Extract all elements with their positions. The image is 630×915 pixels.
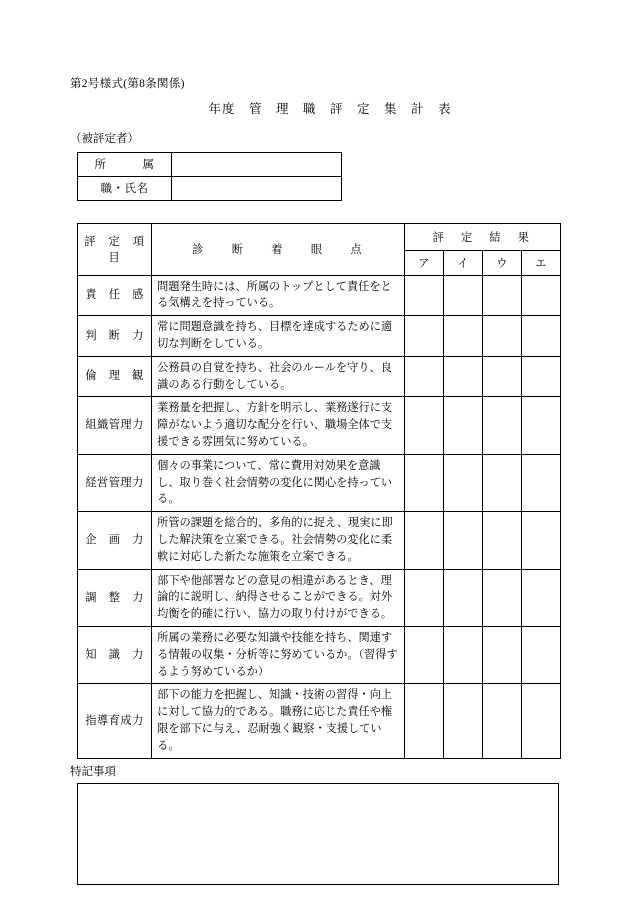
- row-criteria-responsibility: 問題発生時には、所属のトップとして責任をとる気構えを持っている。: [152, 275, 405, 316]
- notes-box[interactable]: [77, 783, 559, 885]
- table-row: [78, 626, 561, 683]
- row-mark-a[interactable]: [404, 397, 443, 454]
- spacer: [70, 201, 560, 223]
- row-mark-u[interactable]: [482, 454, 521, 511]
- row-mark-e[interactable]: [521, 684, 560, 758]
- form-number: 第2号様式(第8条関係): [70, 78, 185, 90]
- row-item-business-management: 経営管理力: [78, 454, 152, 511]
- header-rank-i: イ: [443, 250, 482, 275]
- row-criteria-ethics: 公務員の自覚を持ち、社会のルールを守り、良識のある行動をしている。: [152, 356, 405, 397]
- row-mark-i[interactable]: [443, 316, 482, 357]
- row-criteria-knowledge: 所属の業務に必要な知識や技能を持ち、関連する情報の収集・分析等に努めているか。（習得するよう努めているか）: [152, 626, 405, 683]
- row-mark-u[interactable]: [482, 316, 521, 357]
- subject-section-label: （被評定者）: [70, 132, 139, 145]
- header-rank-e: エ: [521, 250, 560, 275]
- row-criteria-coordination: 部下や他部署などの意見の相違があるとき、理論的に説明し、納得させることができる。対外均衡を的確に行い、協力の取り付けができる。: [152, 569, 405, 626]
- row-mark-u[interactable]: [482, 397, 521, 454]
- row-criteria-organization-management: 業務量を把握し、方針を明示し、業務遂行に支障がないよう適切な配分を行い、職場全体で支援できる雰囲気に努めている。: [152, 397, 405, 454]
- row-mark-e[interactable]: [521, 512, 560, 569]
- subject-table: [77, 152, 342, 201]
- row-criteria-coaching: 部下の能力を把握し、知識・技術の習得・向上に対して協力的である。職務に応じた責任や権限を部下に与え、忍耐強く観察・支援している。: [152, 684, 405, 758]
- row-item-coordination: 調 整 力: [78, 569, 152, 626]
- table-row: [78, 569, 561, 626]
- table-row: [78, 397, 561, 454]
- row-mark-e[interactable]: [521, 397, 560, 454]
- table-row: [78, 176, 342, 200]
- header-rank-a: ア: [404, 250, 443, 275]
- row-mark-i[interactable]: [443, 626, 482, 683]
- row-mark-a[interactable]: [404, 454, 443, 511]
- row-item-coaching: 指導育成力: [78, 684, 152, 758]
- row-mark-i[interactable]: [443, 684, 482, 758]
- table-row: [78, 316, 561, 357]
- table-row: [78, 454, 561, 511]
- table-row: [78, 512, 561, 569]
- table-row: [78, 275, 561, 316]
- row-item-responsibility: 責 任 感: [78, 275, 152, 316]
- page-title: 年度 管 理 職 評 定 集 計 表: [208, 101, 452, 116]
- row-mark-e[interactable]: [521, 626, 560, 683]
- row-mark-u[interactable]: [482, 626, 521, 683]
- header-rank-u: ウ: [482, 250, 521, 275]
- row-item-planning: 企 画 力: [78, 512, 152, 569]
- table-header-row: [78, 223, 561, 250]
- row-mark-e[interactable]: [521, 275, 560, 316]
- row-mark-u[interactable]: [482, 356, 521, 397]
- row-mark-a[interactable]: [404, 316, 443, 357]
- row-mark-e[interactable]: [521, 316, 560, 357]
- row-mark-i[interactable]: [443, 454, 482, 511]
- row-mark-a[interactable]: [404, 569, 443, 626]
- subject-value-name[interactable]: [172, 176, 342, 200]
- row-mark-u[interactable]: [482, 512, 521, 569]
- row-mark-i[interactable]: [443, 512, 482, 569]
- row-criteria-business-management: 個々の事業について、常に費用対効果を意識し、取り巻く社会情勢の変化に関心を持っている。: [152, 454, 405, 511]
- evaluation-table: [77, 223, 561, 759]
- row-mark-e[interactable]: [521, 356, 560, 397]
- row-mark-a[interactable]: [404, 512, 443, 569]
- header-criteria: 診 断 着 眼 点: [152, 223, 405, 275]
- subject-label-name: 職・氏名: [78, 176, 172, 200]
- row-mark-a[interactable]: [404, 356, 443, 397]
- row-mark-u[interactable]: [482, 569, 521, 626]
- row-mark-a[interactable]: [404, 275, 443, 316]
- row-mark-i[interactable]: [443, 356, 482, 397]
- row-item-ethics: 倫 理 観: [78, 356, 152, 397]
- notes-label: 特記事項: [70, 765, 116, 778]
- table-row: [78, 152, 342, 176]
- row-mark-a[interactable]: [404, 626, 443, 683]
- row-mark-u[interactable]: [482, 684, 521, 758]
- row-mark-i[interactable]: [443, 569, 482, 626]
- row-item-organization-management: 組織管理力: [78, 397, 152, 454]
- subject-label-affiliation: 所 属: [78, 152, 172, 176]
- row-item-judgment: 判 断 力: [78, 316, 152, 357]
- row-item-knowledge: 知 識 力: [78, 626, 152, 683]
- row-mark-e[interactable]: [521, 569, 560, 626]
- table-row: [78, 684, 561, 758]
- header-item: 評 定 項 目: [78, 223, 152, 275]
- row-mark-a[interactable]: [404, 684, 443, 758]
- row-criteria-judgment: 常に問題意識を持ち、目標を達成するために適切な判断をしている。: [152, 316, 405, 357]
- row-mark-e[interactable]: [521, 454, 560, 511]
- header-result: 評 定 結 果: [404, 223, 560, 250]
- row-criteria-planning: 所管の課題を総合的、多角的に捉え、現実に即した解決策を立案できる。社会情勢の変化に柔軟に対応した新たな施策を立案できる。: [152, 512, 405, 569]
- subject-value-affiliation[interactable]: [172, 152, 342, 176]
- row-mark-i[interactable]: [443, 275, 482, 316]
- row-mark-u[interactable]: [482, 275, 521, 316]
- row-mark-i[interactable]: [443, 397, 482, 454]
- table-row: [78, 356, 561, 397]
